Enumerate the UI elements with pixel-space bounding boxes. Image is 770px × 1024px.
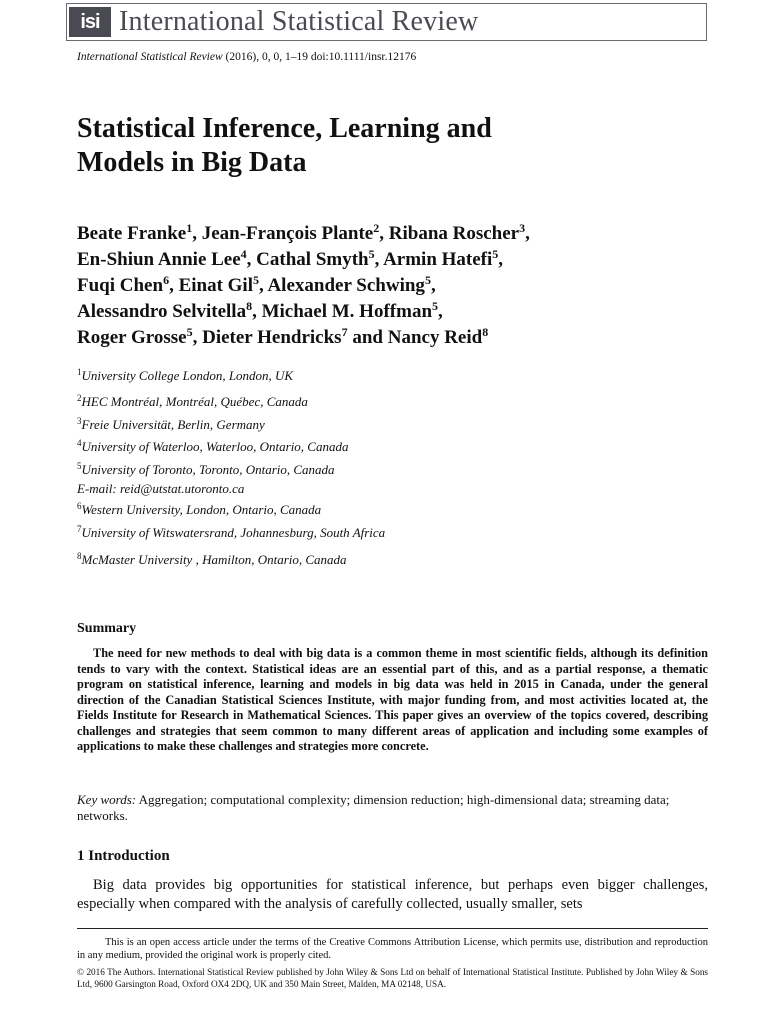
author-separator: ,	[192, 223, 202, 244]
author-name: Michael M. Hoffman	[261, 301, 433, 322]
author-separator: ,	[259, 275, 268, 296]
summary-heading: Summary	[77, 621, 137, 636]
author-name: Alexander Schwing	[267, 275, 425, 296]
affiliation-number: 8	[77, 551, 82, 561]
author-separator: ,	[246, 249, 257, 270]
author-name: Ribana Roscher	[388, 223, 520, 244]
journal-banner	[66, 3, 707, 41]
affiliation-text: University of Toronto, Toronto, Ontario, Canada	[81, 462, 335, 477]
affiliation	[77, 368, 293, 384]
author-name: Cathal Smyth	[256, 249, 369, 270]
section-text: Big data provides big opportunities for statistical inference, but perhaps even bigger challenges, especially when compared with the analysis of carefully collected, usually smaller, sets	[77, 877, 708, 912]
author-affiliation-mark: 4	[240, 247, 247, 261]
author-name: Alessandro Selvitella	[77, 301, 247, 322]
copyright-footnote: © 2016 The Authors. International Statistical Review published by John Wiley & Sons Ltd on behalf of International Statistical Institute. Published by John Wiley & Sons Ltd, 9600 Garsington Road, Oxford OX4 2DQ, UK and 350 Main Street, Malden, MA 02148, USA.	[77, 967, 708, 989]
affiliation-text: University of Witswatersrand, Johannesburg, South Africa	[81, 525, 386, 540]
affiliation-text: University College London, London, UK	[81, 368, 294, 383]
affiliation	[77, 525, 385, 541]
author-name: Roger Grosse	[77, 327, 187, 348]
affiliation-text: McMaster University , Hamilton, Ontario, Canada	[81, 552, 347, 567]
journal-title: International Statistical Review	[119, 6, 479, 37]
paper-title-line: Statistical Inference, Learning and	[77, 113, 492, 144]
author-separator: ,	[379, 223, 389, 244]
affiliation	[77, 481, 244, 497]
affiliation	[77, 439, 348, 455]
author-name: Fuqi Chen	[77, 275, 164, 296]
author-separator: ,	[430, 275, 436, 296]
affiliation-text: University of Waterloo, Waterloo, Ontario, Canada	[81, 439, 349, 454]
affiliation-text: Western University, London, Ontario, Canada	[81, 502, 322, 517]
isi-logo: isi	[69, 7, 111, 37]
author-affiliation-mark: 8	[482, 325, 489, 339]
affiliation	[77, 462, 335, 478]
author-name: Dieter Hendricks	[202, 327, 342, 348]
affiliation-number: 3	[77, 416, 82, 426]
author-affiliation-mark: 3	[519, 221, 526, 235]
author-separator: and	[347, 327, 388, 348]
affiliation	[77, 502, 321, 518]
affiliation-text: HEC Montréal, Montréal, Québec, Canada	[81, 394, 308, 409]
author-separator: ,	[438, 301, 443, 322]
affiliation-text: E-mail: reid@utstat.utoronto.ca	[77, 481, 245, 496]
citation-details: (2016), 0, 0, 1–19 doi:10.1111/insr.12176	[222, 51, 417, 63]
paper-title	[77, 112, 677, 180]
affiliation-number: 7	[77, 524, 82, 534]
keywords	[77, 792, 708, 824]
author-separator: ,	[374, 249, 384, 270]
license-footnote: This is an open access article under the terms of the Creative Commons Attribution License, which permits use, distribution and reproduction in any medium, provided the original work is properly cited.	[77, 937, 708, 961]
author-separator: ,	[169, 275, 179, 296]
author-affiliation-mark: 8	[246, 299, 253, 313]
section-heading: 1 Introduction	[77, 848, 170, 864]
author-affiliation-mark: 5	[424, 273, 431, 287]
affiliation-number: 2	[77, 393, 82, 403]
affiliation-number: 1	[77, 367, 82, 377]
affiliation	[77, 417, 265, 433]
affiliation	[77, 394, 308, 410]
author-affiliation-mark: 2	[373, 221, 380, 235]
author-name: Einat Gil	[178, 275, 253, 296]
author-separator: ,	[192, 327, 203, 348]
affiliation-number: 4	[77, 438, 82, 448]
author-name: Jean-François Plante	[201, 223, 374, 244]
author-affiliation-mark: 5	[368, 247, 375, 261]
author-separator: ,	[525, 223, 530, 244]
author-affiliation-mark: 7	[341, 325, 348, 339]
author-name: Nancy Reid	[387, 327, 483, 348]
author-separator: ,	[252, 301, 262, 322]
summary-text: The need for new methods to deal with big data is a common theme in most scientific fields, although its definition tends to vary with the context. Statistical ideas are an essential part of this, and as a partial response, a thematic program on statistical inference, learning and models in big data was held in 2015 in Canada, under the general direction of the Canadian Statistical Sciences Institute, with major funding from, and most activities located at, the Fields Institute for Research in Mathematical Sciences. This paper gives an overview of the topics covered, describing challenges and strategies that seem common to many different areas of application and including some examples of applications to make these challenges and strategies more concrete.	[77, 646, 708, 753]
author-separator: ,	[498, 249, 504, 270]
author-name: En-Shiun Annie Lee	[77, 249, 241, 270]
affiliation	[77, 552, 347, 568]
author-affiliation-mark: 5	[432, 299, 439, 313]
footnote-rule	[77, 928, 708, 929]
paper-title-line: Models in Big Data	[77, 147, 307, 178]
author-affiliation-mark: 5	[492, 247, 499, 261]
author-affiliation-mark: 5	[186, 325, 193, 339]
author-affiliation-mark: 1	[186, 221, 193, 235]
affiliation-number: 5	[77, 461, 82, 471]
affiliation-number: 6	[77, 501, 82, 511]
keywords-text: Aggregation; computational complexity; dimension reduction; high-dimensional data; streaming data; networks.	[77, 792, 670, 823]
author-affiliation-mark: 5	[253, 273, 259, 287]
citation-journal: International Statistical Review	[77, 51, 223, 63]
keywords-label: Key words:	[77, 792, 137, 807]
affiliation-text: Freie Universität, Berlin, Germany	[81, 417, 265, 432]
author-affiliation-mark: 6	[163, 273, 170, 287]
author-list	[77, 221, 717, 351]
author-name: Beate Franke	[77, 223, 187, 244]
author-name: Armin Hatefi	[383, 249, 493, 270]
citation-line	[77, 51, 416, 63]
